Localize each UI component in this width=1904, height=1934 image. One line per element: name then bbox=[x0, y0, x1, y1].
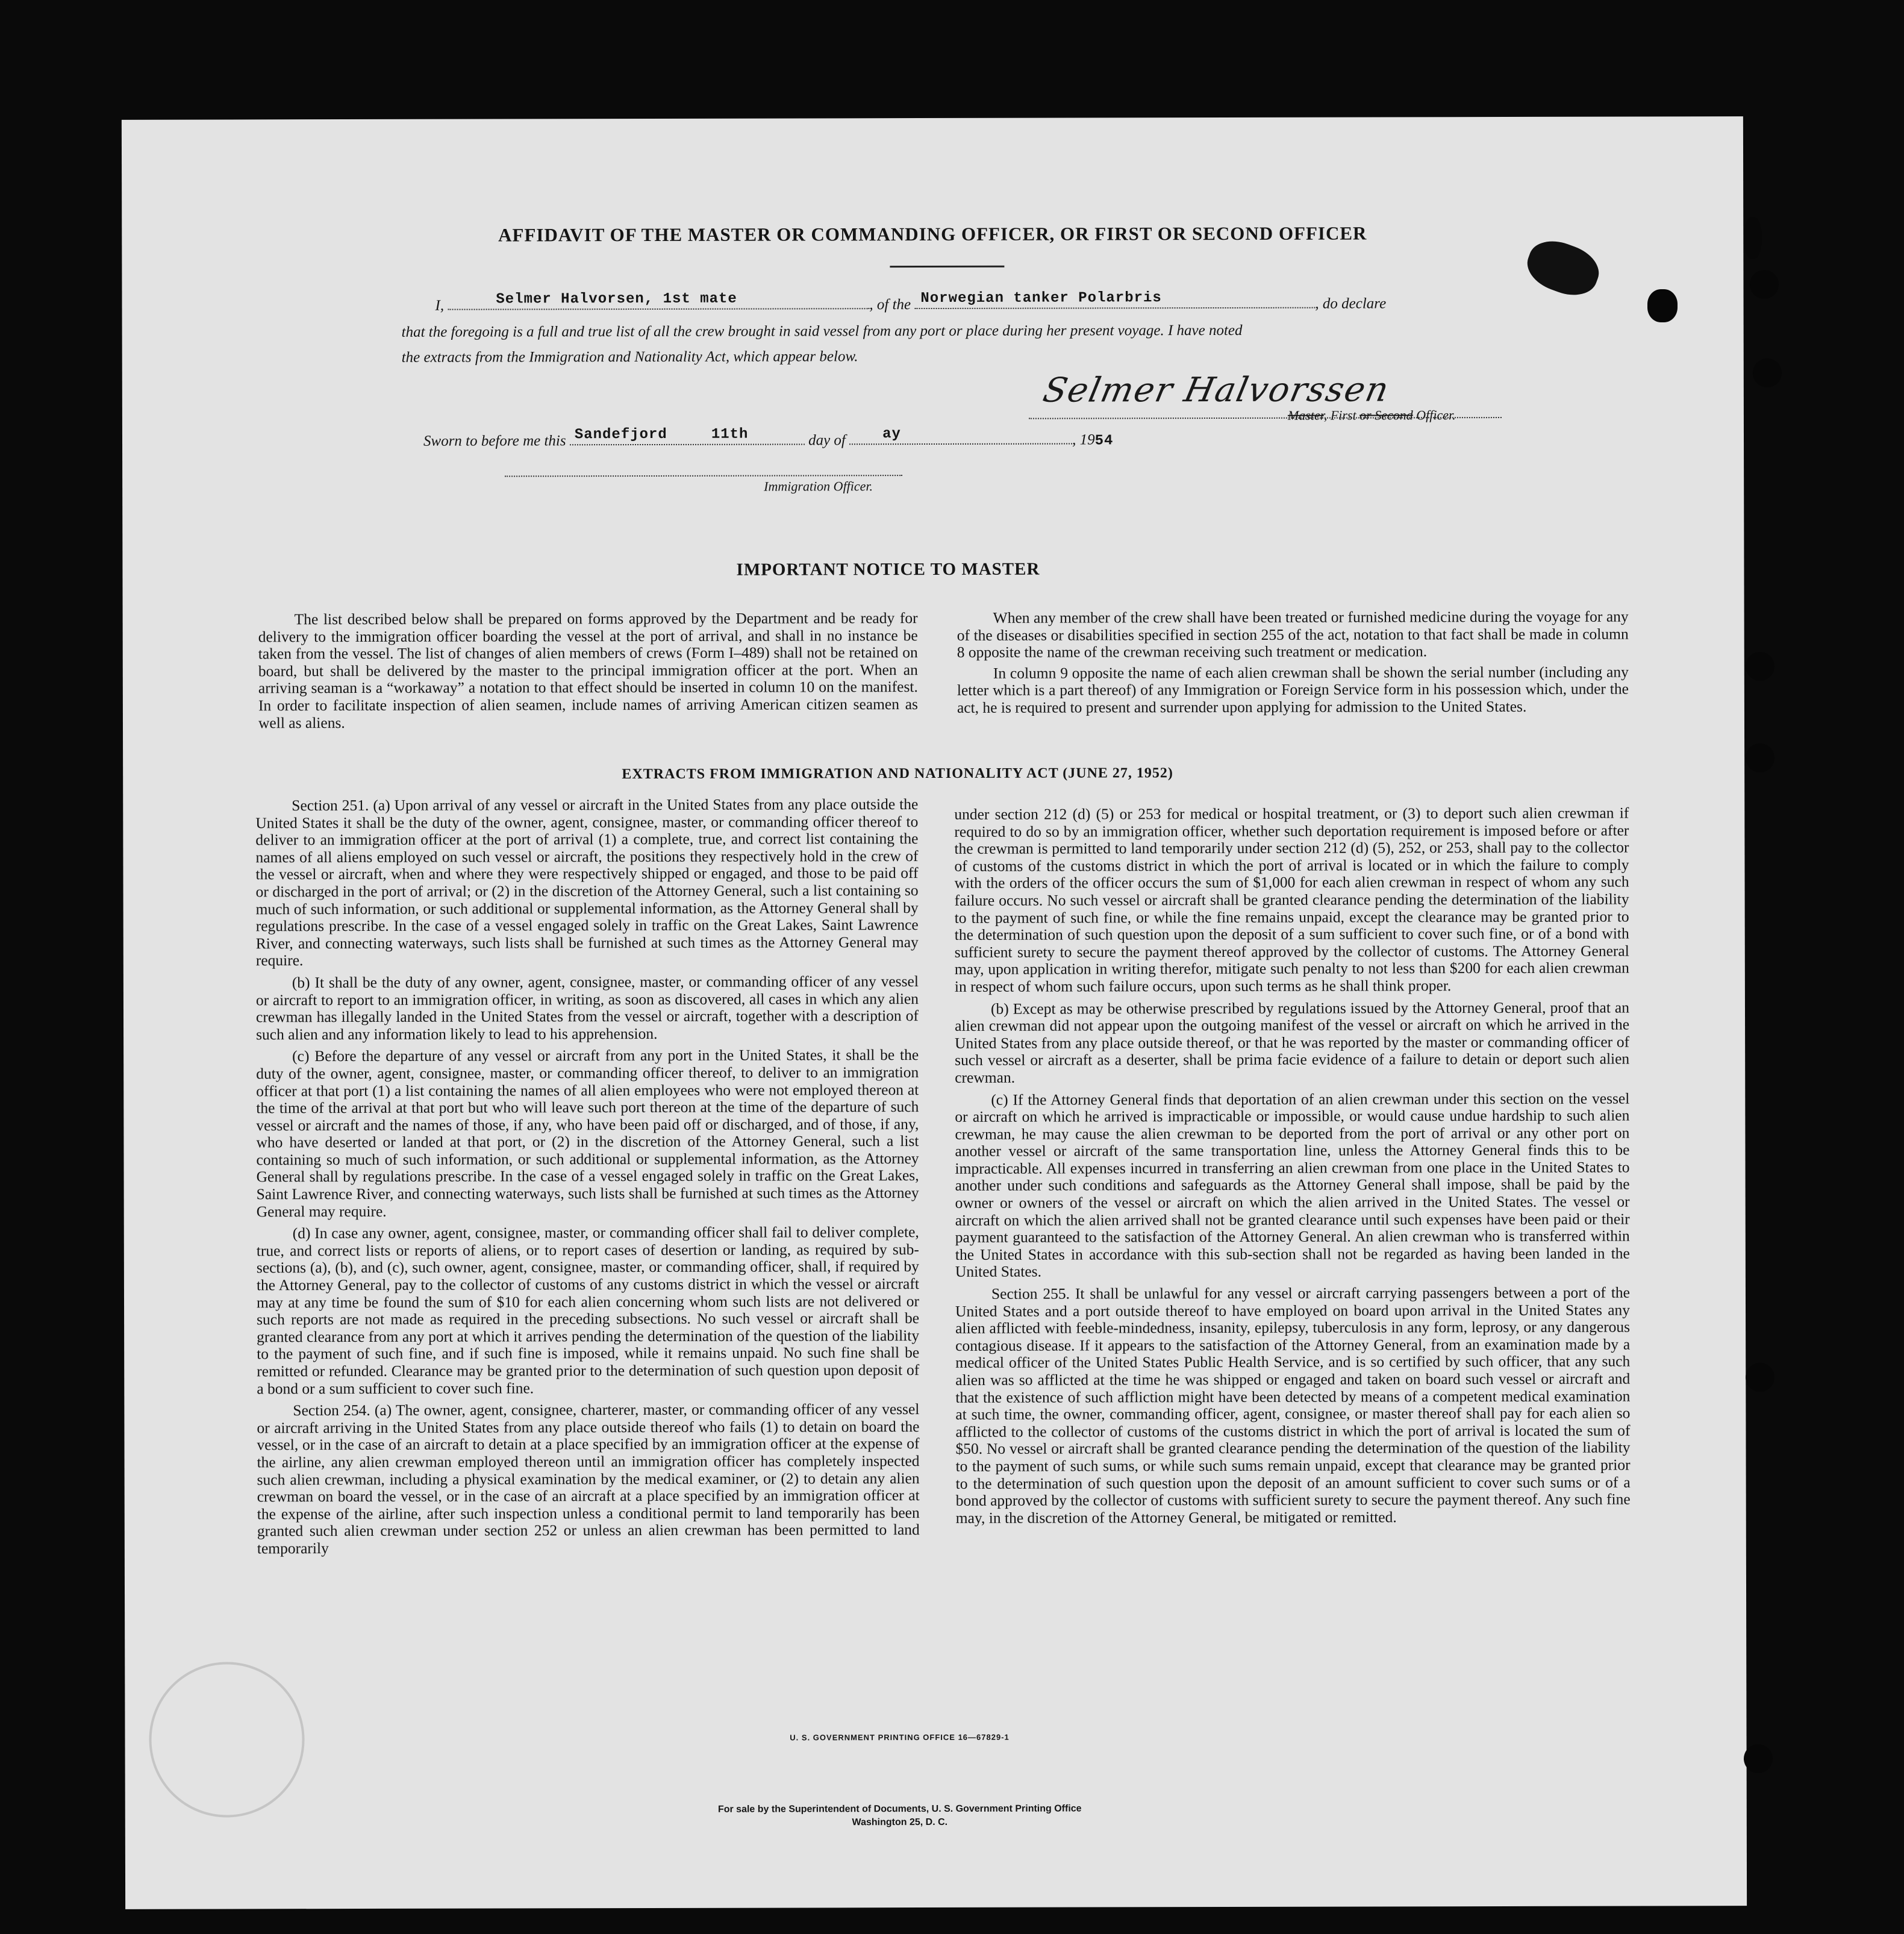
print-code: U. S. GOVERNMENT PRINTING OFFICE 16—67829-1 bbox=[790, 1732, 1010, 1742]
ink-blot bbox=[1647, 289, 1678, 322]
title-rule bbox=[890, 266, 1004, 268]
declaration-text-1: that the foregoing is a full and true list of all the crew brought in said vessel from any port or place during her present voyage. I have noted bbox=[401, 322, 1243, 340]
notice-right-text-1: When any member of the crew shall have been treated or furnished medicine during the voyage for any of the diseases or disabilities specified in section 255 of the act, notation to that fact shall be made in column 8 opposite the name of the crewman receiving such treatment or medication. bbox=[957, 607, 1629, 662]
do-declare-label: , do declare bbox=[1315, 295, 1387, 312]
extracts-right-column bbox=[954, 805, 1631, 1532]
sale-line-2: Washington 25, D. C. bbox=[852, 1817, 948, 1828]
punch-hole bbox=[1753, 358, 1782, 387]
year-suffix: 54 bbox=[1094, 433, 1114, 449]
sworn-month-field bbox=[849, 426, 1072, 445]
caption-first: , First bbox=[1323, 407, 1360, 423]
punch-hole bbox=[1746, 743, 1774, 772]
extracts-left-column bbox=[255, 796, 920, 1562]
notice-right-column bbox=[957, 609, 1629, 721]
affidavit-title: AFFIDAVIT OF THE MASTER OR COMMANDING OFFICER, OR FIRST OR SECOND OFFICER bbox=[498, 222, 1367, 246]
immigration-officer-caption: Immigration Officer. bbox=[764, 478, 873, 494]
section-251-a: Section 251. (a) Upon arrival of any vessel or aircraft in the United States from any place outside the United States it shall be the duty of the owner, agent, consignee, master, or commanding officer thereof to deliver to an immigration officer at the port of arrival (1) a complete, true, and correct list containing the names of all aliens employed on such vessel or aircraft, the positions they respectively hold in the crew of the vessel or aircraft, when and where they were respectively shipped or engaged, and those to be paid off or discharged in the port of arrival; or (2) in the discretion of the Attorney General, such a list containing so much of such information, or such additional or supplemental information, as the Attorney General shall by regulations prescribe. In the case of a vessel engaged solely in traffic on the Great Lakes, Saint Lawrence River, and connecting waterways, such lists shall be furnished at such times as the Attorney General may require. bbox=[255, 795, 919, 969]
immigration-officer-line bbox=[505, 463, 902, 477]
i-label: I, bbox=[435, 297, 445, 314]
punch-hole bbox=[1744, 1744, 1773, 1773]
section-254-b: (b) Except as may be otherwise prescribed by regulations issued by the Attorney General, proof that an alien crewman did not appear upon the outgoing manifest of the vessel or aircraft on which he arrived in the United States from any place outside thereof, or that he was reported by the master or commanding officer of such vessel or aircraft as a deserter, shall be prima facie evidence of a failure to detain or deport such alien crewman. bbox=[955, 998, 1630, 1086]
declarant-value: Selmer Halvorsen, 1st mate bbox=[496, 290, 737, 308]
extracts-title: EXTRACTS FROM IMMIGRATION AND NATIONALITY ACT (JUNE 27, 1952) bbox=[622, 765, 1173, 783]
sworn-day-value: 11th bbox=[711, 426, 749, 443]
vessel-value: Norwegian tanker Polarbris bbox=[920, 290, 1162, 307]
sworn-line bbox=[423, 426, 1114, 450]
declaration-text-2: the extracts from the Immigration and Nationality Act, which appear below. bbox=[401, 348, 858, 366]
section-254-c: (c) If the Attorney General finds that deportation of an alien crewman under this section on the vessel or aircraft on which he arrived is impracticable or impossible, or would cause undue hardship to such alien crewman, he may cause the alien crewman to be deported from the port of arrival or any other port on another vessel or aircraft of the same transportation line, unless the Attorney General finds this to be impracticable. All expenses incurred in transferring an alien crewman from one place in the United States to another under such conditions and safeguards as the Attorney General shall impose, shall be paid by the owner or owners of the vessel or aircraft on which the alien arrived in the United States. The vessel or aircraft on which the alien arrived shall not be granted clearance until such expenses have been paid or their payment guaranteed to the satisfaction of the Attorney General. An alien crewman who is transferred within the United States in accordance with this sub-section shall not be regarded as having been landed in the United States. bbox=[955, 1089, 1630, 1281]
caption-master: Master bbox=[1287, 407, 1324, 423]
notice-left-paragraph bbox=[258, 610, 918, 735]
sworn-place-field bbox=[570, 426, 805, 445]
officer-signature: Selmer Halvorssen bbox=[1039, 370, 1393, 410]
section-251-d: (d) In case any owner, agent, consignee, master, or commanding officer shall fail to deliver complete, true, and correct lists or reports of aliens, or to report cases of desertion or landing, as required by sub-sections (a), (b), and (c), such owner, agent, consignee, master, or commanding officer, shall, if required by the Attorney General, pay to the collector of customs of any customs district in which the vessel or aircraft may at any time be found the sum of $10 for each alien concerning whom such lists are not delivered or such reports are not made as required in the preceding subsections. No such vessel or aircraft shall be granted clearance from any port at which it arrives pending the determination of the question of the liability to the payment of such fine, and if such fine is imposed, while it remains unpaid. No such fine shall be remitted or refunded. Clearance may be granted prior to the determination of such question upon deposit of a bond or a sum sufficient to cover such fine. bbox=[256, 1223, 920, 1397]
caption-or-second: or Second bbox=[1359, 407, 1413, 423]
of-the-label: , of the bbox=[869, 296, 911, 313]
caption-officer: Officer. bbox=[1412, 407, 1456, 423]
sale-line-1: For sale by the Superintendent of Documents, U. S. Government Printing Office bbox=[717, 1803, 1082, 1815]
signature-caption bbox=[1288, 407, 1456, 424]
ink-blot bbox=[1744, 217, 1762, 259]
section-251-c: (c) Before the departure of any vessel or aircraft from any port in the United States, it shall be the duty of the owner, agent, consignee, master, or commanding officer thereof, to deliver to an immigration officer at that port (1) a list containing the names of all alien employees who were not employed thereon at the time of the arrival at that port but who will leave such port thereon at the time of the departure of such vessel or aircraft and the names of those, if any, who have been paid off or discharged, and of those, if any, who have deserted or landed at that port, or (2) in the discretion of the Attorney General, such a list containing so much of such information, or such additional or supplemental information, as the Attorney General shall by regulations prescribe. In the case of a vessel engaged solely in traffic on the Great Lakes, Saint Lawrence River, and connecting waterways, such lists shall be furnished at such times as the Attorney General may require. bbox=[256, 1046, 919, 1221]
section-255: Section 255. It shall be unlawful for any vessel or aircraft carrying passengers between a port of the United States and a port outside thereof to have employed on board upon arrival in the United States any alien afflicted with feeble-mindedness, insanity, epilepsy, tuberculosis in any form, leprosy, or any dangerous contagious disease. If it appears to the satisfaction of the Attorney General, from an examination made by a medical officer of the United States Public Health Service, and is so certified by such officer, that any such alien was so afflicted at the time he was shipped or engaged and taken on board such vessel or aircraft and that the existence of such affliction might have been detected by means of a competent medical examination at such time, the owner, commanding officer, agent, consignee, or master thereof shall pay for each alien so afflicted to the collector of customs of the customs district in which the port of arrival is located the sum of $50. No vessel or aircraft shall be granted clearance pending the determination of the question of the liability to the payment of such sums, or while such sums remain unpaid, except that clearance may be granted prior to the determination of such question upon the deposit of an amount sufficient to cover such sums or of a bond approved by the collector of customs with sufficient surety to secure the payment thereof. Any such fine may, in the discretion of the Attorney General, be mitigated or remitted. bbox=[955, 1283, 1631, 1527]
sworn-place-value: Sandefjord bbox=[574, 426, 667, 443]
section-254-a-cont: under section 212 (d) (5) or 253 for medical or hospital treatment, or (3) to deport such alien crewman if required to do so by an immigration officer, whether such deportation requirement is imposed before or after the crewman is permitted to land temporarily under section 212 (d) (5), 252, or 253, shall pay to the collector of customs of the customs district in which the port of arrival is located or in which the failure to comply with the orders of the officer occurs the sum of $1,000 for each alien crewman in respect of whom any such failure occurs. No such vessel or aircraft shall be granted clearance pending the determination of the liability to the payment of such fine, or while the fine remains unpaid, except the clearance may be granted prior to the determination of such question upon the deposit of a sum sufficient to cover such fine, or of a bond with sufficient surety to secure the payment thereof approved by the collector of customs. The Attorney General may, upon application in writing therefor, mitigate such penalty to not less than $200 for each alien crewman in respect of whom such failure occurs, upon such terms as he shall think proper. bbox=[954, 804, 1629, 995]
notice-right-text-2: In column 9 opposite the name of each alien crewman shall be shown the serial number (including any letter which is a part thereof) of any Immigration or Foreign Service form in his possession which, under the act, he is required to present and surrender upon applying for admission to the United States. bbox=[957, 663, 1629, 716]
sworn-month-value: ay bbox=[882, 426, 901, 443]
vessel-field bbox=[914, 290, 1315, 309]
declaration-line bbox=[435, 290, 1387, 314]
day-of-label: day of bbox=[808, 432, 846, 449]
section-254-a: Section 254. (a) The owner, agent, consignee, charterer, master, or commanding officer of any vessel or aircraft arriving in the United States from any place outside thereof who fails (1) to detain on board the vessel, or in the case of an aircraft to detain at a place specified by an immigration officer at the expense of the airline, any alien crewman employed thereon until an immigration officer has completely inspected such alien crewman, including a physical examination by the medical examiner, or (2) to detain any alien crewman on board the vessel, or in the case of an aircraft at a place specified by an immigration officer at the expense of the airline, after such inspection unless a conditional permit to land temporarily has been granted such alien crewman under section 252 or unless an alien crewman has been permitted to land temporarily bbox=[257, 1400, 920, 1557]
sworn-label: Sworn to before me this bbox=[423, 433, 566, 449]
year-label: , 19 bbox=[1072, 431, 1095, 448]
notice-title: IMPORTANT NOTICE TO MASTER bbox=[736, 559, 1040, 580]
section-251-b: (b) It shall be the duty of any owner, agent, consignee, master, or commanding officer of any vessel or aircraft to report to an immigration officer, in writing, as soon as discovered, all cases in which any alien crewman has illegally landed in the United States from the vessel or aircraft, together with a description of such alien and any information likely to lead to his apprehension. bbox=[255, 972, 919, 1044]
declarant-field bbox=[448, 290, 869, 310]
punch-hole bbox=[1746, 652, 1774, 681]
notice-left-text: The list described below shall be prepared on forms approved by the Department and be ready for delivery to the immigration officer boarding the vessel at the port of arrival, and shall in no instance be taken from the vessel. The list of changes of alien members of crews (Form I–489) shall not be retained on board, but shall be delivered by the master to the principal immigration officer at the port. When an arriving seaman is a “workaway” a notation to that effect should be inserted in column 10 on the manifest. In order to facilitate inspection of alien seamen, include names of arriving American citizen seamen as well as aliens. bbox=[258, 609, 918, 731]
document-page bbox=[122, 116, 1747, 1909]
punch-hole bbox=[1750, 270, 1779, 299]
punch-hole bbox=[1746, 1363, 1774, 1392]
